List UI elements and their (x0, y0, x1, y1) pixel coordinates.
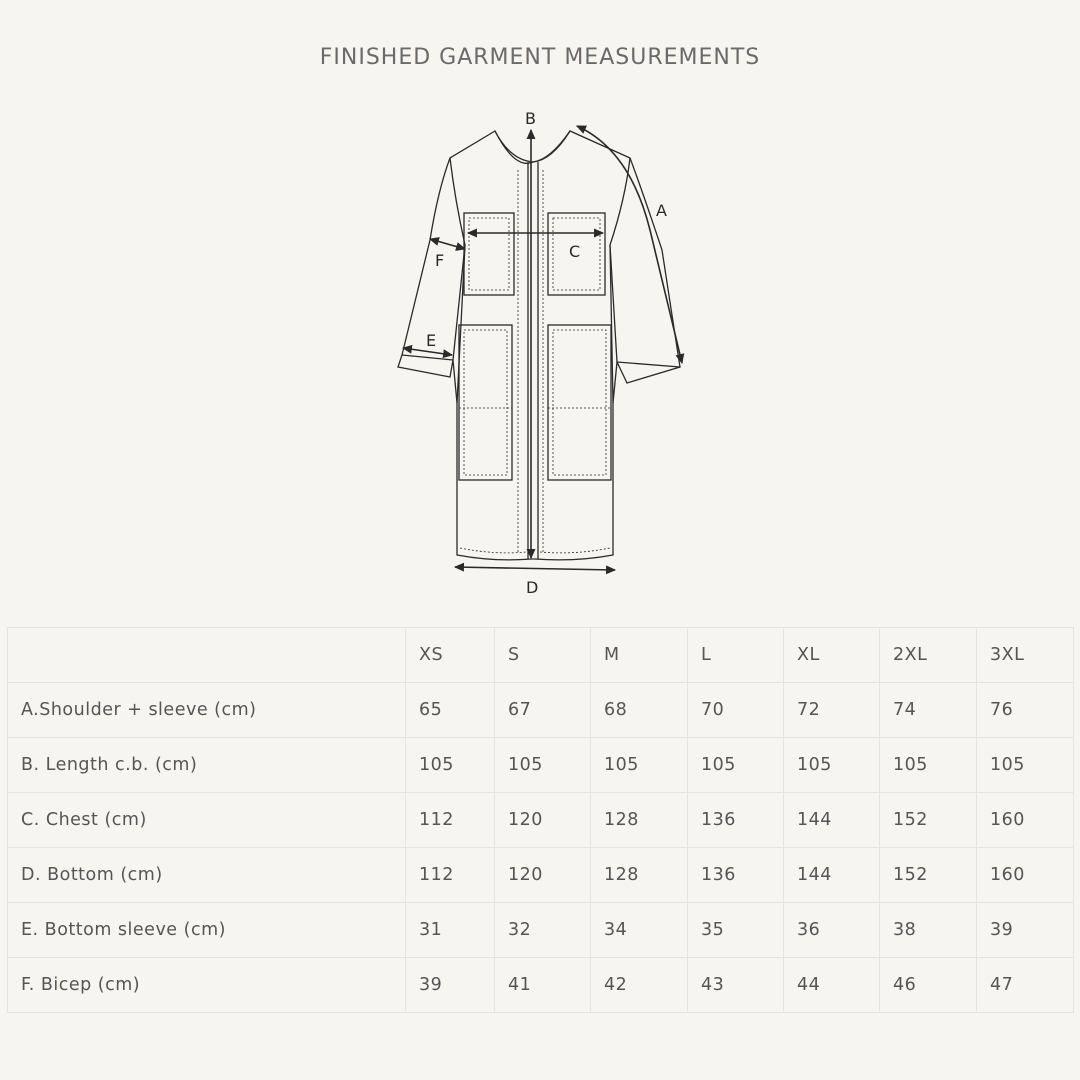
header-cell: S (495, 628, 591, 683)
table-cell: 112 (406, 793, 495, 848)
label-c: C (569, 242, 581, 261)
table-cell: 39 (977, 903, 1074, 958)
header-cell: XL (784, 628, 880, 683)
table-cell: 144 (784, 793, 880, 848)
table-cell: 68 (591, 683, 688, 738)
table-cell: 47 (977, 958, 1074, 1013)
table-cell: 46 (880, 958, 977, 1013)
table-cell: 35 (688, 903, 784, 958)
label-e: E (426, 331, 437, 350)
row-label: E. Bottom sleeve (cm) (8, 903, 406, 958)
table-cell: 70 (688, 683, 784, 738)
row-label: D. Bottom (cm) (8, 848, 406, 903)
table-row (8, 848, 1074, 903)
table-cell: 128 (591, 848, 688, 903)
label-d: D (526, 578, 539, 597)
table-cell: 105 (784, 738, 880, 793)
coat-outline (398, 131, 680, 560)
table-cell: 74 (880, 683, 977, 738)
table-cell: 31 (406, 903, 495, 958)
table-cell: 128 (591, 793, 688, 848)
table-cell: 120 (495, 848, 591, 903)
header-cell: M (591, 628, 688, 683)
label-b: B (525, 109, 536, 128)
table-cell: 136 (688, 793, 784, 848)
row-label: C. Chest (cm) (8, 793, 406, 848)
header-cell: 2XL (880, 628, 977, 683)
row-label: A.Shoulder + sleeve (cm) (8, 683, 406, 738)
table-cell: 34 (591, 903, 688, 958)
header-cell: XS (406, 628, 495, 683)
table-row (8, 903, 1074, 958)
table-cell: 105 (880, 738, 977, 793)
table-row (8, 793, 1074, 848)
header-cell (8, 628, 406, 683)
table-cell: 144 (784, 848, 880, 903)
table-cell: 76 (977, 683, 1074, 738)
table-row (8, 958, 1074, 1013)
table-cell: 136 (688, 848, 784, 903)
header-cell: 3XL (977, 628, 1074, 683)
table-cell: 105 (406, 738, 495, 793)
coat-stitching (459, 170, 611, 553)
measure-arrows (403, 126, 682, 570)
table-cell: 160 (977, 793, 1074, 848)
row-label: B. Length c.b. (cm) (8, 738, 406, 793)
table-cell: 42 (591, 958, 688, 1013)
measurements-table (7, 627, 1074, 1013)
coat-diagram (380, 100, 700, 600)
table-row (8, 683, 1074, 738)
table-cell: 120 (495, 793, 591, 848)
table-cell: 105 (977, 738, 1074, 793)
table-cell: 32 (495, 903, 591, 958)
table-cell: 105 (591, 738, 688, 793)
table-cell: 44 (784, 958, 880, 1013)
table-cell: 38 (880, 903, 977, 958)
table-cell: 67 (495, 683, 591, 738)
table-cell: 105 (495, 738, 591, 793)
table-cell: 160 (977, 848, 1074, 903)
page-title: FINISHED GARMENT MEASUREMENTS (319, 44, 761, 70)
table-cell: 152 (880, 793, 977, 848)
table-cell: 65 (406, 683, 495, 738)
table-cell: 39 (406, 958, 495, 1013)
table-row (8, 738, 1074, 793)
label-a: A (656, 201, 667, 220)
table-cell: 36 (784, 903, 880, 958)
header-cell: L (688, 628, 784, 683)
table-cell: 72 (784, 683, 880, 738)
table-cell: 43 (688, 958, 784, 1013)
table-cell: 112 (406, 848, 495, 903)
table-cell: 152 (880, 848, 977, 903)
table-cell: 105 (688, 738, 784, 793)
row-label: F. Bicep (cm) (8, 958, 406, 1013)
table-cell: 41 (495, 958, 591, 1013)
table-header-row (8, 628, 1074, 683)
label-f: F (435, 251, 445, 270)
coat-drawing (380, 100, 700, 600)
